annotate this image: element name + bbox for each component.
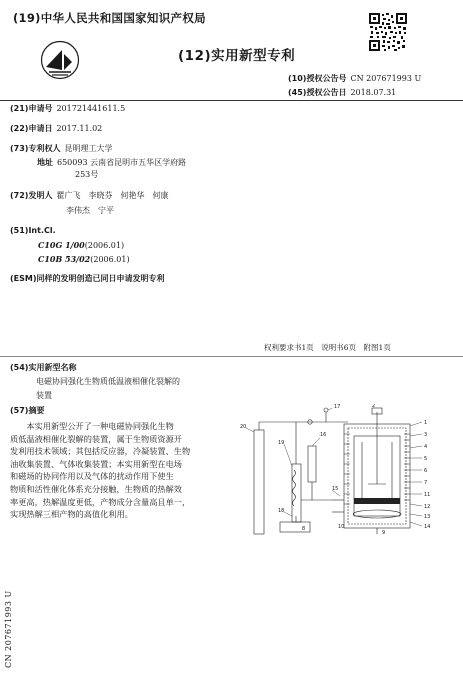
office-code: (19) bbox=[13, 11, 41, 25]
application-date-row: (22)申请日 2017.11.02 bbox=[10, 124, 103, 133]
inventors-line-2: 李伟杰 宁平 bbox=[66, 206, 114, 215]
abstract-text bbox=[10, 420, 206, 521]
svg-text:11: 11 bbox=[424, 492, 431, 498]
counts-rule bbox=[0, 356, 463, 357]
svg-text:19: 19 bbox=[278, 440, 285, 446]
side-publication-code: CN 207671993 U bbox=[4, 590, 13, 668]
esm-notice: (ESM)同样的发明创造已同日申请发明专利 bbox=[10, 274, 165, 283]
abstract-drawing bbox=[236, 404, 451, 536]
abstract-line: 质低温液相催化裂解的装置，属于生物质资源开 bbox=[10, 433, 182, 444]
header-rule bbox=[0, 100, 463, 101]
svg-text:7: 7 bbox=[424, 480, 428, 486]
pub-date-code: (45) bbox=[288, 88, 307, 97]
address-row: 地址 650093 云南省昆明市五华区学府路 bbox=[37, 158, 187, 167]
intcl-class-1: C10G 1/00(2006.01) bbox=[38, 240, 125, 250]
pub-number-label: 授权公告号 bbox=[306, 74, 347, 83]
doc-type: 实用新型专利 bbox=[211, 48, 296, 64]
intcl-row: (51)Int.Cl. bbox=[10, 226, 56, 235]
page-counts: 权利要求书1页 说明书6页 附图1页 bbox=[264, 343, 391, 352]
pub-date-label: 授权公告日 bbox=[306, 88, 347, 97]
pub-date-value: 2018.07.31 bbox=[350, 88, 397, 97]
svg-text:5: 5 bbox=[424, 456, 428, 462]
svg-text:14: 14 bbox=[424, 524, 431, 530]
svg-text:20: 20 bbox=[240, 424, 247, 430]
patent-office-header bbox=[13, 10, 206, 26]
svg-text:12: 12 bbox=[424, 504, 431, 510]
application-number: 201721441611.5 bbox=[56, 104, 126, 113]
svg-text:9: 9 bbox=[382, 530, 386, 536]
svg-text:4: 4 bbox=[424, 444, 428, 450]
svg-text:6: 6 bbox=[424, 468, 428, 474]
intcl-class-2: C10B 53/02(2006.01) bbox=[38, 254, 130, 264]
address-line-2: 253号 bbox=[75, 170, 99, 179]
svg-text:16: 16 bbox=[320, 432, 327, 438]
svg-text:3: 3 bbox=[424, 432, 428, 438]
patentee-name: 昆明理工大学 bbox=[64, 144, 113, 153]
abstract-line: 发利用技术领域；其包括反应器，冷凝装置、生物 bbox=[10, 446, 191, 457]
publication-number-row bbox=[288, 74, 421, 84]
abstract-line: 本实用新型公开了一种电磁协同强化生物 bbox=[10, 421, 174, 431]
abstract-line: 物质和活性催化体系充分接触，生物质的热解效 bbox=[10, 483, 182, 494]
utility-model-title-line-2: 装置 bbox=[36, 391, 52, 400]
svg-text:18: 18 bbox=[278, 508, 285, 514]
svg-text:13: 13 bbox=[424, 514, 431, 520]
application-number-row: (21)申请号 201721441611.5 bbox=[10, 104, 126, 113]
inventors-line-1: 瞿广飞 李晓芬 何艳华 何康 bbox=[56, 191, 169, 200]
abstract-line: 油收集装置、气体收集装置；本实用新型在电场 bbox=[10, 458, 182, 469]
svg-text:2: 2 bbox=[372, 404, 376, 409]
utility-model-name-heading: (54)实用新型名称 bbox=[10, 363, 77, 372]
svg-text:8: 8 bbox=[302, 526, 306, 532]
pub-number-value: CN 207671993 U bbox=[350, 74, 422, 83]
office-name: 中华人民共和国国家知识产权局 bbox=[40, 11, 206, 25]
address-line-1: 650093 云南省昆明市五华区学府路 bbox=[57, 158, 187, 167]
patentee-row: (73)专利权人 昆明理工大学 bbox=[10, 144, 113, 153]
cnipa-emblem bbox=[40, 40, 80, 80]
publication-date-row bbox=[288, 88, 396, 98]
document-type-title bbox=[178, 44, 295, 64]
abstract-line: 和磁场的协同作用以及气体的扰动作用下使生 bbox=[10, 471, 174, 482]
pub-number-code: (10) bbox=[288, 74, 307, 83]
doc-type-code: (12) bbox=[178, 48, 212, 64]
svg-text:15: 15 bbox=[332, 486, 339, 492]
svg-text:17: 17 bbox=[334, 404, 341, 410]
svg-text:1: 1 bbox=[424, 420, 428, 426]
application-date: 2017.11.02 bbox=[56, 124, 103, 133]
inventors-row: (72)发明人 瞿广飞 李晓芬 何艳华 何康 bbox=[10, 191, 169, 200]
svg-text:10: 10 bbox=[338, 524, 345, 530]
abstract-line: 率更高，热解温度更低，产物成分含量高且单一， bbox=[10, 496, 191, 507]
abstract-heading: (57)摘要 bbox=[10, 406, 45, 415]
utility-model-title-line-1: 电磁协同强化生物质低温液相催化裂解的 bbox=[36, 377, 180, 386]
abstract-line: 实现热解三相产物的高值化利用。 bbox=[10, 509, 133, 520]
qr-code bbox=[368, 12, 408, 52]
